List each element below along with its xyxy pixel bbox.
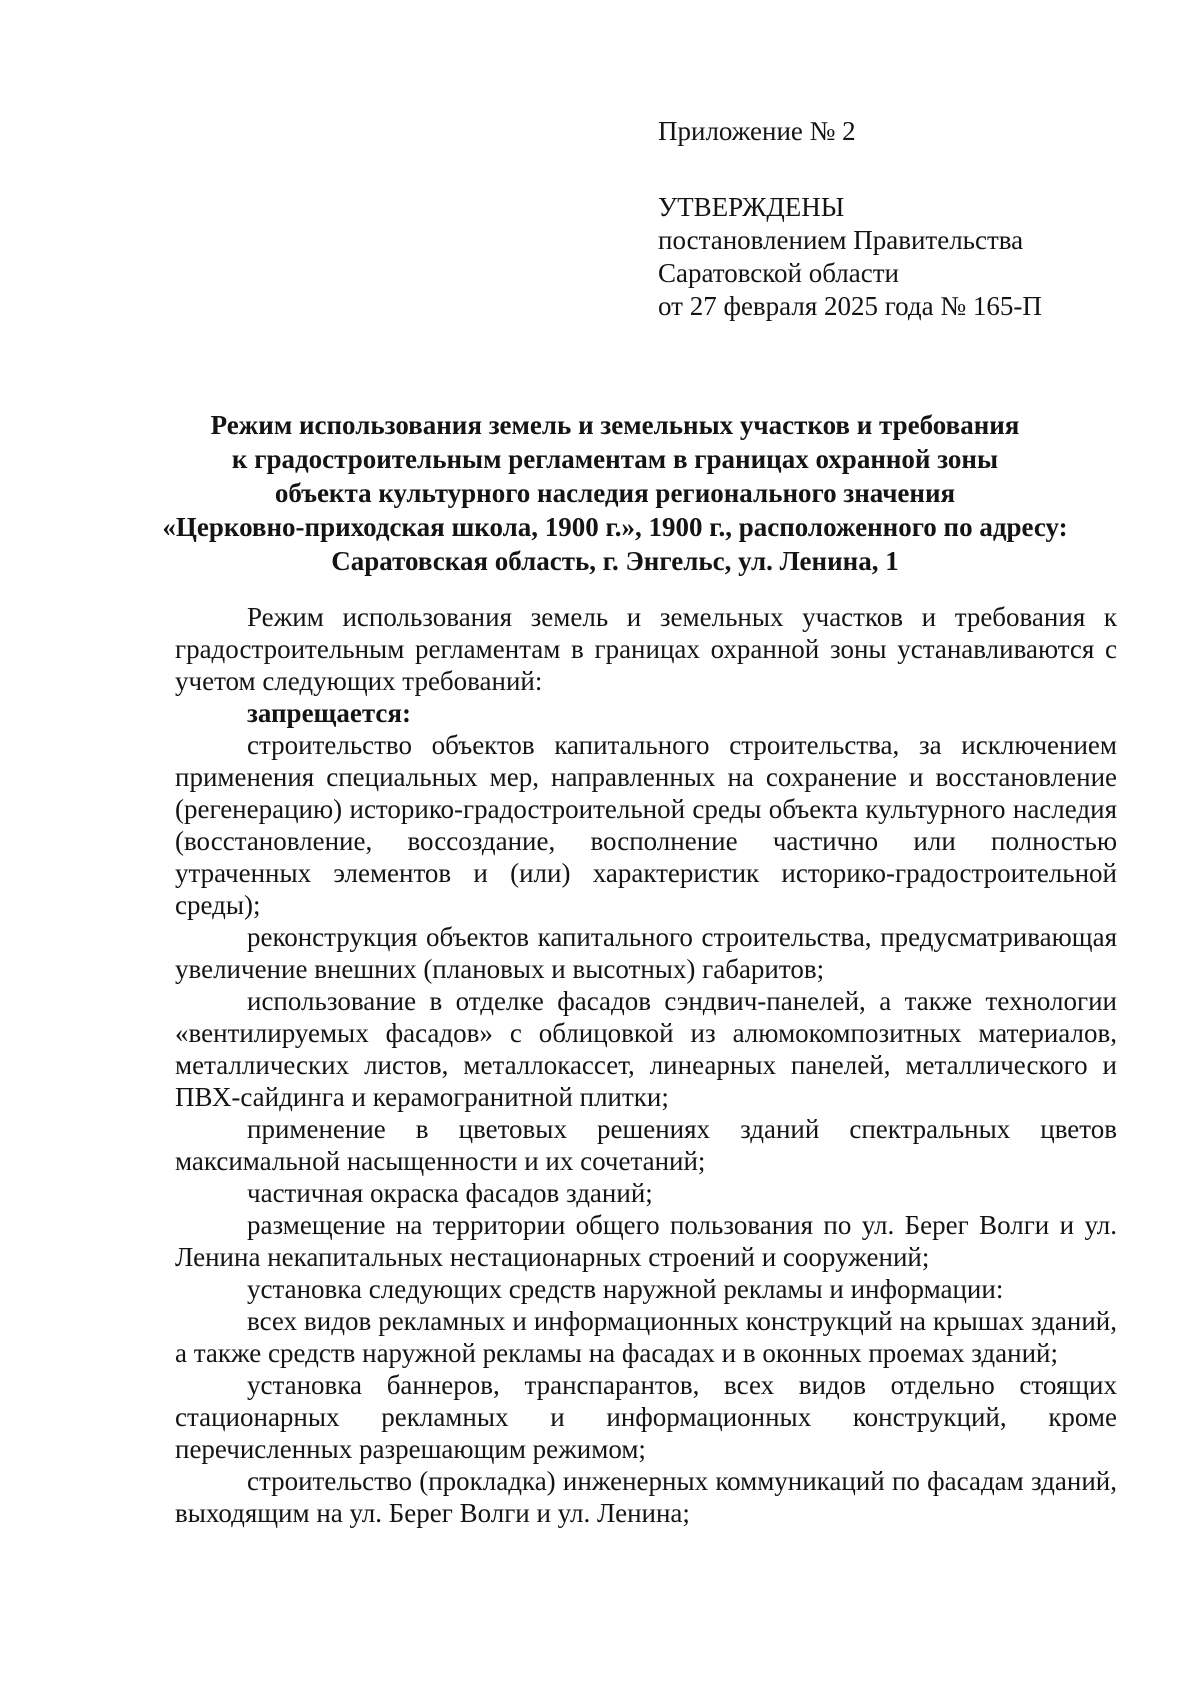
title-line: Саратовская область, г. Энгельс, ул. Ленина, 1 [331, 546, 899, 576]
approved-date-line: от 27 февраля 2025 года № 165-П [658, 291, 1042, 321]
prohibition-item: строительство объектов капитального строительства, за исключением применения специальных мер, направленных на сохранение и восстановление (регенерацию) историко-градостроительной среды объекта культурного наследия (восстановление, воссоздание, восполнение частично или полностью утраченных элементов и (или) характеристик историко-градостроительной среды); [175, 730, 1117, 920]
title-line: объекта культурного наследия регионального значения [274, 478, 956, 508]
prohibition-item: размещение на территории общего пользования по ул. Берег Волги и ул. Ленина некапитальных нестационарных строений и сооружений; [175, 1210, 1117, 1272]
approval-stamp [658, 115, 1042, 323]
document-body [175, 601, 1117, 1529]
appendix-number: Приложение № 2 [658, 116, 856, 146]
approved-label: УТВЕРЖДЕНЫ [658, 192, 845, 222]
prohibition-item: установка следующих средств наружной рекламы и информации: [247, 1274, 1004, 1304]
approved-by-line: постановлением Правительства [658, 225, 1024, 255]
title-line: Режим использования земель и земельных участков и требования [210, 410, 1020, 440]
prohibition-item: всех видов рекламных и информационных конструкций на крышах зданий, а также средств наружной рекламы на фасадах и в оконных проемах зданий; [175, 1306, 1117, 1368]
approval-block [658, 191, 1042, 323]
prohibition-item: применение в цветовых решениях зданий спектральных цветов максимальной насыщенности и их сочетаний; [175, 1114, 1117, 1176]
prohibition-item: реконструкция объектов капитального строительства, предусматривающая увеличение внешних (плановых и высотных) габаритов; [175, 922, 1117, 984]
title-line: «Церковно-приходская школа, 1900 г.», 1900 г., расположенного по адресу: [162, 512, 1068, 542]
prohibition-item: строительство (прокладка) инженерных коммуникаций по фасадам зданий, выходящим на ул. Берег Волги и ул. Ленина; [175, 1466, 1117, 1528]
approved-by-line: Саратовской области [658, 258, 899, 288]
prohibited-heading: запрещается: [247, 698, 412, 728]
prohibition-item: установка баннеров, транспарантов, всех видов отдельно стоящих стационарных рекламных и информационных конструкций, кроме перечисленных разрешающим режимом; [175, 1370, 1117, 1464]
title-line: к градостроительным регламентам в границах охранной зоны [231, 444, 999, 474]
document-title [140, 408, 1090, 578]
intro-paragraph: Режим использования земель и земельных участков и требования к градостроительным регламентам в границах охранной зоны устанавливаются с учетом следующих требований: [175, 602, 1117, 696]
prohibition-item: частичная окраска фасадов зданий; [247, 1178, 653, 1208]
prohibition-item: использование в отделке фасадов сэндвич-панелей, а также технологии «вентилируемых фасадов» с облицовкой из алюмокомпозитных материалов, металлических листов, металлокассет, линеарных панелей, металлического и ПВХ-сайдинга и керамогранитной плитки; [175, 986, 1117, 1112]
